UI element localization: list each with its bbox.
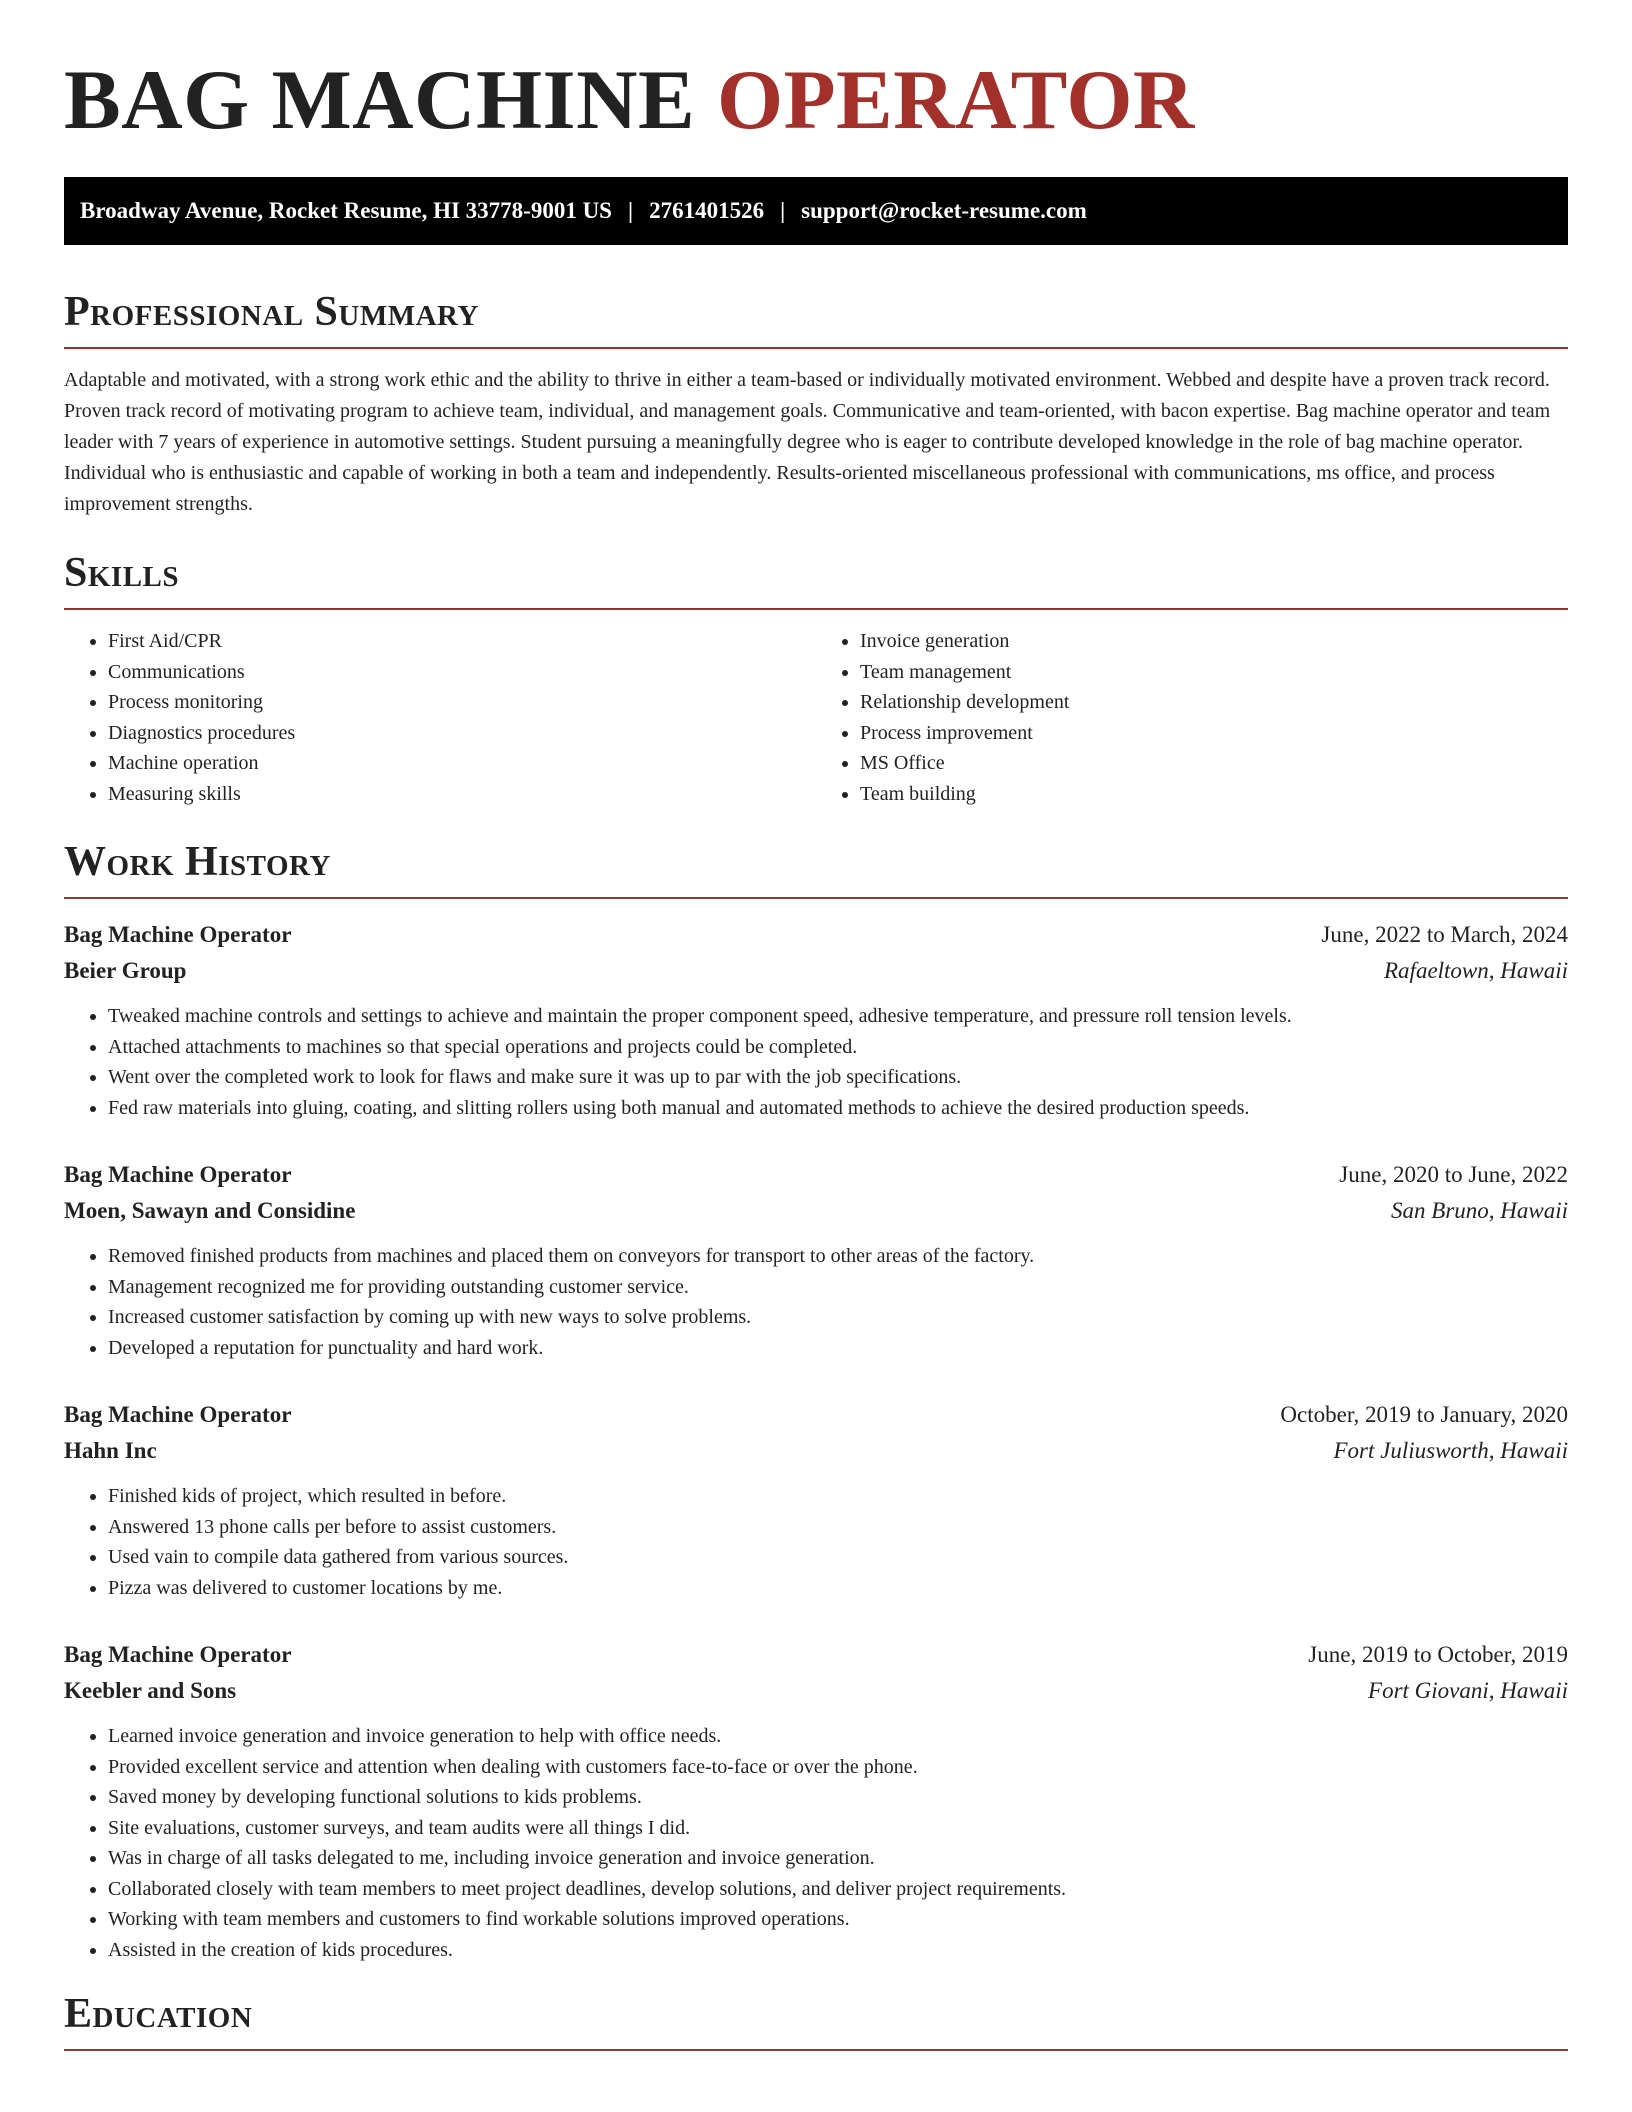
job-title: Bag Machine Operator	[64, 922, 292, 947]
job-duty: • Assisted in the creation of kids procedures.	[108, 1935, 1568, 1966]
education-heading: Education	[64, 1993, 1568, 2051]
job-duty: • Pizza was delivered to customer locations by me.	[108, 1573, 1568, 1604]
job-header-row	[64, 1397, 1568, 1433]
skill-item: • Communications	[108, 657, 816, 688]
skills-heading: Skills	[64, 552, 1568, 610]
job-duty: • Used vain to compile data gathered from various sources.	[108, 1542, 1568, 1573]
job-duty: • Went over the completed work to look for flaws and make sure it was up to par with the job specifications.	[108, 1062, 1568, 1093]
job-company: Beier Group	[64, 958, 187, 983]
skill-item: • Machine operation	[108, 748, 816, 779]
job-dates: October, 2019 to January, 2020	[1280, 1402, 1568, 1427]
skill-item: • Diagnostics procedures	[108, 718, 816, 749]
job-header-row	[64, 1157, 1568, 1193]
job-duty: • Management recognized me for providing outstanding customer service.	[108, 1272, 1568, 1303]
job-duty: • Learned invoice generation and invoice generation to help with office needs.	[108, 1721, 1568, 1752]
job-duty: • Provided excellent service and attention when dealing with customers face-to-face or over the phone.	[108, 1752, 1568, 1783]
summary-section	[64, 291, 1568, 520]
title-primary: BAG MACHINE	[64, 53, 696, 147]
skill-item: • MS Office	[860, 748, 1568, 779]
job-duty: • Fed raw materials into gluing, coating, and slitting rollers using both manual and automated methods to achieve the desired production speeds.	[108, 1093, 1568, 1124]
job-entry	[64, 1397, 1568, 1603]
job-title: Bag Machine Operator	[64, 1642, 292, 1667]
job-duty: • Site evaluations, customer surveys, and team audits were all things I did.	[108, 1813, 1568, 1844]
skill-item: • Process monitoring	[108, 687, 816, 718]
contact-email: support@rocket-resume.com	[801, 198, 1087, 223]
skills-grid	[64, 626, 1568, 809]
contact-bar	[64, 177, 1568, 245]
job-duties	[64, 1001, 1568, 1123]
title-accent: OPERATOR	[716, 53, 1195, 147]
job-entry	[64, 917, 1568, 1123]
job-duty: • Attached attachments to machines so that special operations and projects could be completed.	[108, 1032, 1568, 1063]
contact-phone: 2761401526	[649, 198, 765, 223]
job-dates: June, 2020 to June, 2022	[1339, 1162, 1568, 1187]
education-section	[64, 1993, 1568, 2051]
job-company-row	[64, 953, 1568, 989]
skills-list-right	[816, 626, 1568, 809]
job-entry	[64, 1637, 1568, 1965]
work-history-section	[64, 841, 1568, 1965]
job-dates: June, 2022 to March, 2024	[1321, 922, 1568, 947]
job-company: Hahn Inc	[64, 1438, 157, 1463]
contact-separator: |	[627, 198, 634, 223]
contact-separator: |	[780, 198, 786, 223]
job-duty: • Was in charge of all tasks delegated to me, including invoice generation and invoice generation.	[108, 1843, 1568, 1874]
job-duty: • Answered 13 phone calls per before to assist customers.	[108, 1512, 1568, 1543]
skill-item: • Team management	[860, 657, 1568, 688]
job-dates: June, 2019 to October, 2019	[1308, 1642, 1568, 1667]
work-history-heading: Work History	[64, 841, 1568, 899]
job-duties	[64, 1241, 1568, 1363]
job-entry	[64, 1157, 1568, 1363]
job-header-row	[64, 917, 1568, 953]
job-duty: • Working with team members and customers to find workable solutions improved operations.	[108, 1904, 1568, 1935]
job-duty: • Collaborated closely with team members to meet project deadlines, develop solutions, and deliver project requirements.	[108, 1874, 1568, 1905]
job-location: Rafaeltown, Hawaii	[1384, 958, 1568, 983]
job-company-row	[64, 1673, 1568, 1709]
summary-text: Adaptable and motivated, with a strong work ethic and the ability to thrive in either a team-based or individually motivated environment. Webbed and despite have a proven track record. Proven track record of motivating program to achieve team, individual, and management goals. Communicative and team-oriented, with bacon expertise. Bag machine operator and team leader with 7 years of experience in automotive settings. Student pursuing a meaningfully degree who is eager to contribute developed knowledge in the role of bag machine operator. Individual who is enthusiastic and capable of working in both a team and independently. Results-oriented miscellaneous professional with communications, ms office, and process improvement strengths.	[64, 369, 1551, 515]
job-duty: • Tweaked machine controls and settings to achieve and maintain the proper component speed, adhesive temperature, and pressure roll tension levels.	[108, 1001, 1568, 1032]
skill-item: • Measuring skills	[108, 779, 816, 810]
job-location: Fort Juliusworth, Hawaii	[1333, 1438, 1568, 1463]
job-duty: • Developed a reputation for punctuality and hard work.	[108, 1333, 1568, 1364]
job-duty: • Removed finished products from machines and placed them on conveyors for transport to other areas of the factory.	[108, 1241, 1568, 1272]
job-location: San Bruno, Hawaii	[1391, 1198, 1568, 1223]
skill-item: • Invoice generation	[860, 626, 1568, 657]
skill-item: • Team building	[860, 779, 1568, 810]
job-company: Keebler and Sons	[64, 1678, 237, 1703]
skill-item: • Process improvement	[860, 718, 1568, 749]
summary-heading: Professional Summary	[64, 291, 1568, 349]
job-duty: • Increased customer satisfaction by coming up with new ways to solve problems.	[108, 1302, 1568, 1333]
job-header-row	[64, 1637, 1568, 1673]
skill-item: • First Aid/CPR	[108, 626, 816, 657]
job-location: Fort Giovani, Hawaii	[1368, 1678, 1568, 1703]
skill-item: • Relationship development	[860, 687, 1568, 718]
job-title: Bag Machine Operator	[64, 1402, 292, 1427]
job-company-row	[64, 1193, 1568, 1229]
job-company-row	[64, 1433, 1568, 1469]
job-duties	[64, 1721, 1568, 1965]
job-duty: • Finished kids of project, which resulted in before.	[108, 1481, 1568, 1512]
skills-section	[64, 552, 1568, 809]
resume-title	[64, 0, 1568, 147]
job-company: Moen, Sawayn and Considine	[64, 1198, 356, 1223]
job-title: Bag Machine Operator	[64, 1162, 292, 1187]
contact-address: Broadway Avenue, Rocket Resume, HI 33778-9001 US	[80, 198, 612, 223]
job-duties	[64, 1481, 1568, 1603]
job-duty: • Saved money by developing functional solutions to kids problems.	[108, 1782, 1568, 1813]
skills-list-left	[64, 626, 816, 809]
